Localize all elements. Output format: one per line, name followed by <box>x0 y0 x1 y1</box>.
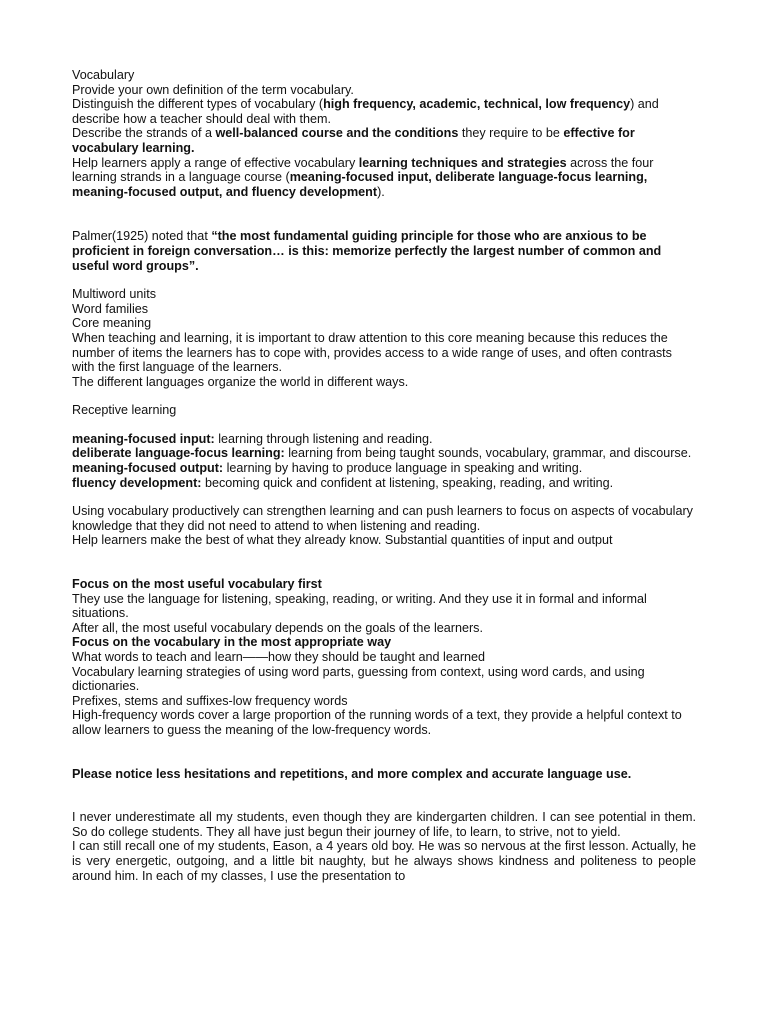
notice-text: Please notice less hesitations and repetitions, and more complex and accurate language use. <box>72 766 632 781</box>
teaching-reflection <box>72 810 696 883</box>
paragraph: Help learners make the best of what they already know. Substantial quantities of input and output <box>72 533 613 548</box>
list-item: Word families <box>72 301 149 316</box>
subheading: Focus on the most useful vocabulary first <box>72 577 322 592</box>
productive-section <box>72 504 696 548</box>
palmer-quote: Palmer(1925) noted that “the most fundamental guiding principle for those who are anxious to be proficient in foreign conversation… is this: memorize perfectly the largest number of common and useful word groups”. <box>72 229 662 273</box>
strand-item: meaning-focused input: learning through listening and reading. <box>72 431 433 446</box>
objective-line: Describe the strands of a well-balanced course and the conditions they require to be effective for vocabulary learning. <box>72 126 635 155</box>
core-meaning-section <box>72 287 696 389</box>
paragraph: I can still recall one of my students, Eason, a 4 years old boy. He was so nervous at the first lesson. Actually, he is very energetic, outgoing, and a little bit naughty, but he always shows kindness and politeness to people around him. In each of my classes, I use the presentation to <box>72 839 696 883</box>
paragraph: What words to teach and learn——how they should be taught and learned <box>72 650 486 664</box>
paragraph: High-frequency words cover a large proportion of the running words of a text, they provide a helpful context to allow learners to guess the meaning of the low-frequency words. <box>72 708 682 737</box>
vocabulary-focus-section <box>72 577 696 738</box>
paragraph: Prefixes, stems and suffixes-low frequency words <box>72 693 348 708</box>
paragraph: I never underestimate all my students, even though they are kindergarten children. I can see potential in them. So do college students. They all have just begun their journey of life, to learn, to strive, not to yield. <box>72 810 696 839</box>
strand-item: deliberate language-focus learning: learning from being taught sounds, vocabulary, grammar, and discourse. <box>72 446 692 461</box>
section-title: Vocabulary <box>72 68 135 82</box>
subheading: Focus on the vocabulary in the most appropriate way <box>72 635 392 650</box>
notice-section <box>72 767 696 782</box>
strand-item: meaning-focused output: learning by having to produce language in speaking and writing. <box>72 461 583 476</box>
paragraph: Receptive learning <box>72 403 177 418</box>
objective-line: Provide your own definition of the term vocabulary. <box>72 82 354 97</box>
paragraph: Using vocabulary productively can strengthen learning and can push learners to focus on aspects of vocabulary knowledge that they did not need to attend to when listening and reading. <box>72 504 693 533</box>
course-objectives <box>72 68 696 199</box>
strand-item: fluency development: becoming quick and confident at listening, speaking, reading, and writing. <box>72 475 614 490</box>
list-item: Core meaning <box>72 316 152 331</box>
paragraph: The different languages organize the world in different ways. <box>72 374 409 389</box>
paragraph: Vocabulary learning strategies of using word parts, guessing from context, using word cards, and using dictionaries. <box>72 664 645 694</box>
paragraph: When teaching and learning, it is important to draw attention to this core meaning because this reduces the number of items the learners has to cope with, provides access to a wide range of uses, and often contrasts with the first language of the learners. <box>72 330 672 375</box>
paragraph: After all, the most useful vocabulary depends on the goals of the learners. <box>72 620 483 635</box>
receptive-section <box>72 403 696 418</box>
paragraph: They use the language for listening, speaking, reading, or writing. And they use it in formal and informal situations. <box>72 591 647 621</box>
objective-line: Distinguish the different types of vocabulary (high frequency, academic, technical, low frequency) and describe how a teacher should deal with them. <box>72 97 659 126</box>
list-item: Multiword units <box>72 287 156 302</box>
learning-strands <box>72 432 696 490</box>
objective-line: Help learners apply a range of effective vocabulary learning techniques and strategies across the four learning strands in a language course (meaning-focused input, deliberate language-focus learning, meaning-focused output, and fluency development). <box>72 155 654 199</box>
